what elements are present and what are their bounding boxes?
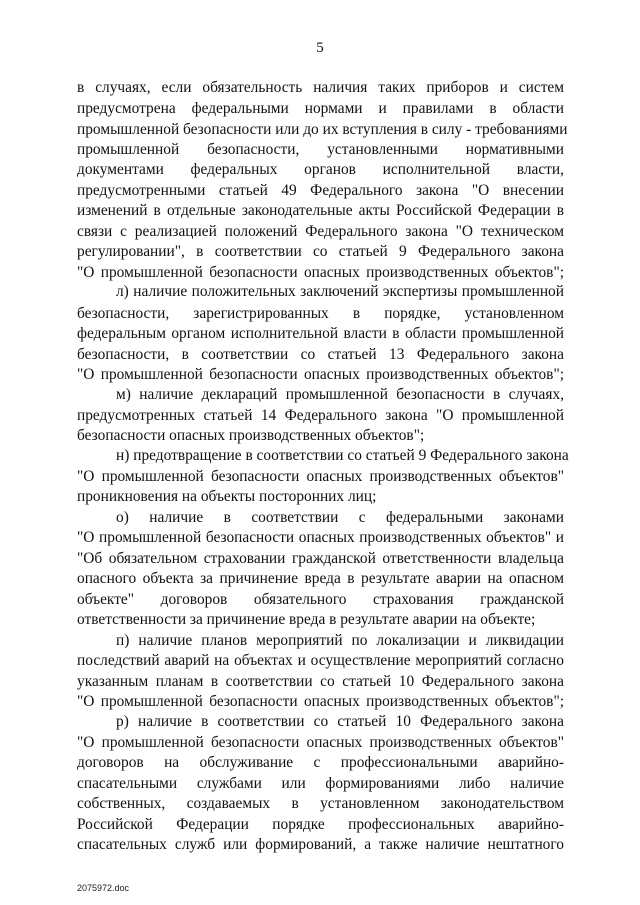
text-line: федеральным органом исполнительной власти в области промышленной	[77, 325, 564, 342]
text-line: указанным планам в соответствии со статьей 10 Федерального закона	[77, 673, 564, 690]
text-line: проникновения на объекты посторонних лиц;	[77, 488, 377, 505]
text-line: опасного объекта за причинение вреда в результате аварии на опасном	[77, 570, 564, 587]
text-line: о) наличие в соответствии с федеральными законами	[116, 509, 564, 526]
text-line: последствий аварий на объектах и осуществление мероприятий согласно	[77, 652, 564, 669]
text-line: в случаях, если обязательность наличия таких приборов и систем	[77, 79, 564, 96]
text-line: изменений в отдельные законодательные акты Российской Федерации в	[77, 202, 564, 219]
text-line: промышленной безопасности или до их вступления в силу - требованиями	[77, 121, 568, 138]
text-line: ответственности за причинение вреда в результате аварии на объекте;	[77, 611, 536, 628]
text-line: безопасности, зарегистрированных в порядке, установленном	[77, 305, 564, 322]
text-line: м) наличие деклараций промышленной безопасности в случаях,	[116, 386, 564, 403]
text-line: "О промышленной безопасности опасных производственных объектов" и	[77, 529, 564, 546]
text-line: собственных, создаваемых в установленном законодательством	[77, 795, 564, 812]
text-line: договоров на обслуживание с профессиональными аварийно-	[77, 754, 564, 771]
text-line: объекте" договоров обязательного страхования гражданской	[77, 591, 564, 608]
text-line: "Об обязательном страховании гражданской ответственности владельца	[77, 550, 564, 567]
text-line: безопасности опасных производственных объектов";	[77, 427, 425, 444]
text-line: п) наличие планов мероприятий по локализации и ликвидации	[116, 632, 564, 649]
text-line: Российской Федерации порядке профессиональных аварийно-	[77, 816, 564, 833]
text-line: связи с реализацией положений Федерального закона "О техническом	[77, 223, 564, 240]
text-line: промышленной безопасности, установленными нормативными	[77, 141, 564, 158]
file-name-footer: 2075972.doc	[77, 883, 130, 893]
text-line: "О промышленной безопасности опасных производственных объектов"	[77, 734, 564, 751]
text-line: предусмотренными статьей 49 Федерального закона "О внесении	[77, 182, 564, 199]
text-line: безопасности, в соответствии со статьей 13 Федерального закона	[77, 346, 564, 363]
text-line: "О промышленной безопасности опасных производственных объектов";	[77, 366, 564, 383]
text-line: регулировании", в соответствии со статьей 9 Федерального закона	[77, 243, 564, 260]
text-line: документами федеральных органов исполнительной власти,	[77, 161, 564, 178]
text-line: спасательными службами или формированиями либо наличие	[77, 775, 564, 792]
text-line: предусмотренных статьей 14 Федерального закона "О промышленной	[77, 407, 564, 424]
text-line: предусмотрена федеральными нормами и правилами в области	[77, 100, 564, 117]
page-number: 5	[316, 40, 324, 56]
text-line: "О промышленной безопасности опасных производственных объектов";	[77, 693, 564, 710]
text-line: л) наличие положительных заключений экспертизы промышленной	[116, 283, 564, 300]
text-line: н) предотвращение в соответствии со статьей 9 Федерального закона	[116, 447, 569, 464]
text-line: "О промышленной безопасности опасных производственных объектов"	[77, 468, 564, 485]
text-line: спасательных служб или формирований, а также наличие нештатного	[77, 836, 564, 853]
text-line: "О промышленной безопасности опасных производственных объектов";	[77, 264, 564, 281]
text-line: р) наличие в соответствии со статьей 10 Федерального закона	[116, 713, 564, 730]
